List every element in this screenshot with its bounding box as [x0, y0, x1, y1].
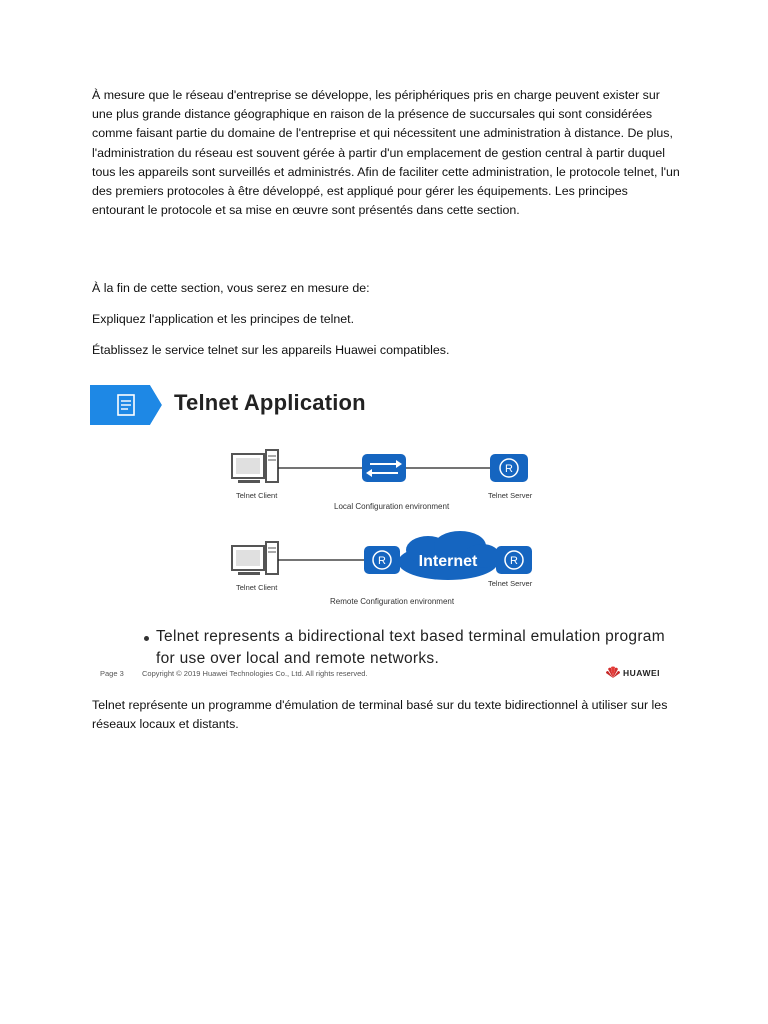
svg-text:R: R: [510, 555, 518, 567]
local-client-computer-icon: [232, 450, 278, 483]
slide-bullet-line: Telnet represents a bidirectional text based terminal emulation program: [156, 628, 665, 645]
objective-item: Établissez le service telnet sur les appareils Huawei compatibles.: [92, 343, 450, 357]
svg-text:R: R: [505, 463, 513, 475]
huawei-brand: HUAWEI: [623, 668, 660, 678]
remote-client-label: Telnet Client: [236, 583, 278, 592]
local-client-label: Telnet Client: [236, 491, 278, 500]
svg-text:R: R: [378, 555, 386, 567]
huawei-logo-icon: [606, 666, 620, 678]
intro-paragraph: À mesure que le réseau d'entreprise se développe, les périphériques pris en charge peuvent exister sur une plus grande distance géographique en raison de la présence de succursales qui sont considérées comme faisant partie du domaine de l'entreprise et qui nécessitent une administration à distance. De plus, l'administration du réseau est souvent gérée à partir d'un emplacement de gestion central à partir duquel tous les appareils sont surveillés et administrés. Afin de faciliter cette administration, le protocole telnet, l'un des premiers protocoles à être développé, est appliqué pour gérer les équipements. Les principes entourant le protocole et sa mise en œuvre sont présentés dans cette section.: [92, 88, 680, 218]
bullet-dot: [144, 636, 149, 641]
remote-server-label: Telnet Server: [488, 579, 533, 588]
slide-title: Telnet Application: [174, 390, 366, 415]
slide-bullet-line: for use over local and remote networks.: [156, 650, 440, 667]
slide-copyright: Copyright © 2019 Huawei Technologies Co., Ltd. All rights reserved.: [142, 669, 368, 678]
remote-server-router-icon: [496, 546, 532, 574]
internet-label: Internet: [418, 553, 478, 570]
remote-client-computer-icon: [232, 542, 278, 575]
objective-item: Expliquez l'application et les principes de telnet.: [92, 312, 355, 326]
slide-page-number: Page 3: [100, 669, 124, 678]
slide-image: [90, 380, 676, 682]
caption-paragraph: Telnet représente un programme d'émulation de terminal basé sur du texte bidirectionnel à utiliser sur les réseaux locaux et distants.: [92, 698, 668, 732]
local-caption: Local Configuration environment: [334, 502, 450, 511]
switch-icon: [362, 454, 406, 482]
remote-caption: Remote Configuration environment: [330, 597, 455, 606]
local-server-label: Telnet Server: [488, 491, 533, 500]
objectives-heading: À la fin de cette section, vous serez en mesure de:: [92, 281, 370, 295]
local-server-router-icon: [490, 454, 528, 482]
remote-client-router-icon: [364, 546, 400, 574]
